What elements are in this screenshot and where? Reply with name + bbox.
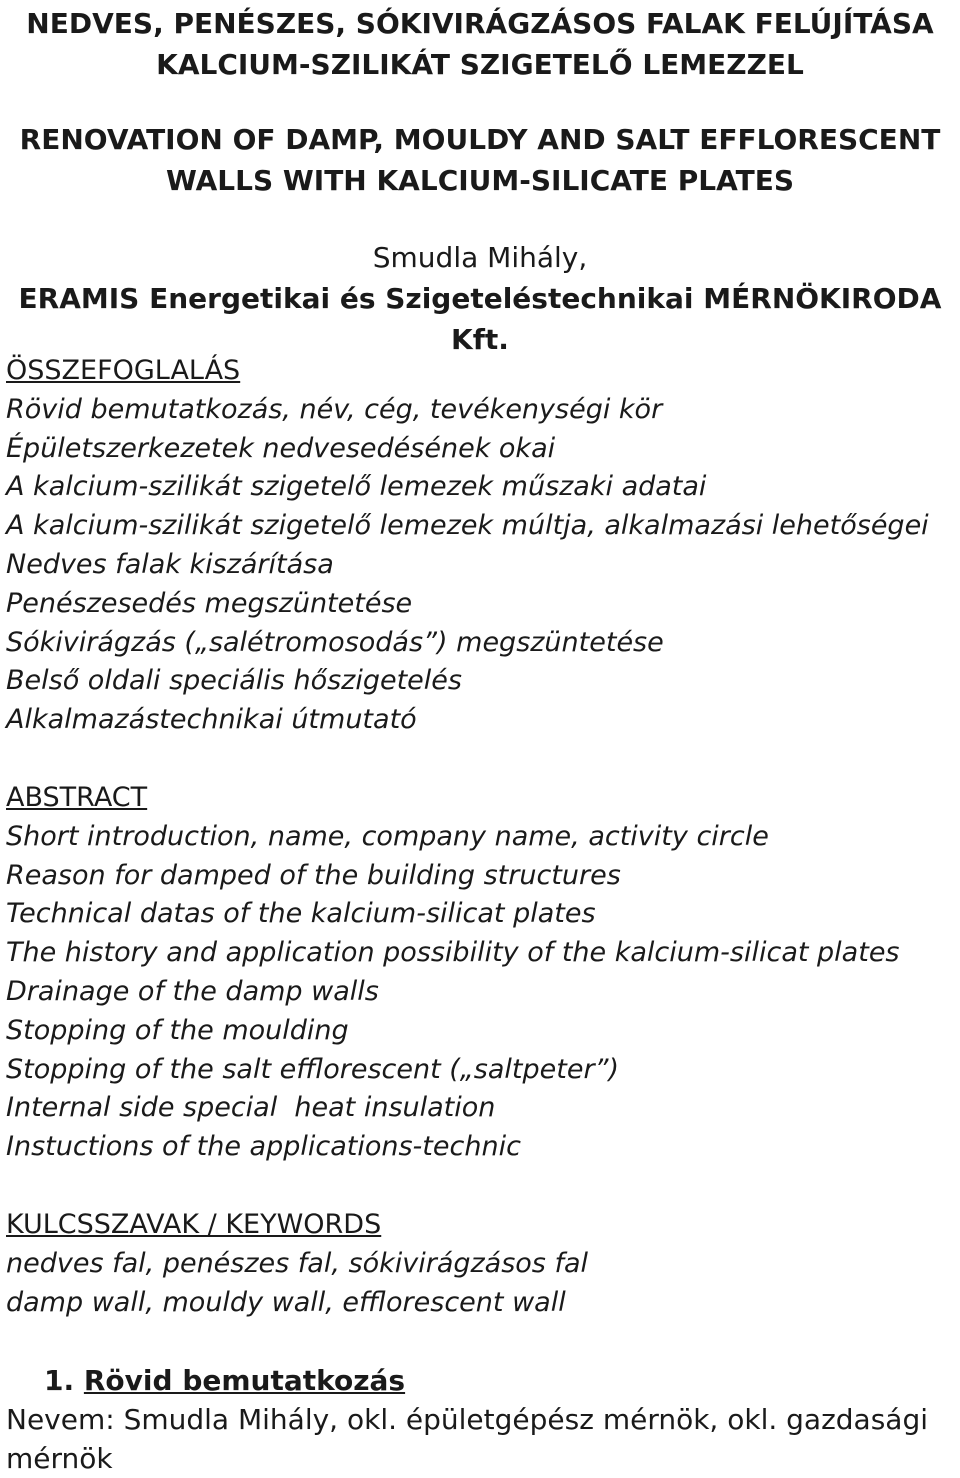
abstract-item: Stopping of the moulding bbox=[6, 1014, 349, 1046]
summary-item: Sókivirágzás („salétromosodás”) megszüntetése bbox=[6, 626, 664, 658]
keyword-line: nedves fal, penészes fal, sókivirágzásos fal bbox=[6, 1247, 589, 1279]
abstract-item: Stopping of the salt efflorescent („saltpeter”) bbox=[6, 1053, 620, 1085]
abstract-item: Reason for damped of the building structures bbox=[6, 859, 621, 891]
abstract-section bbox=[6, 779, 956, 1167]
summary-item: A kalcium-szilikát szigetelő lemezek műszaki adatai bbox=[6, 471, 707, 503]
abstract-heading: ABSTRACT bbox=[6, 782, 148, 813]
intro-section bbox=[6, 1361, 956, 1478]
title-hungarian bbox=[0, 0, 960, 85]
abstract-item: Instuctions of the applications-technic bbox=[6, 1131, 521, 1163]
title-en-line-2: WALLS WITH KALCIUM-SILICATE PLATES bbox=[166, 164, 794, 197]
intro-heading-number: 1. bbox=[44, 1364, 75, 1397]
intro-text-line-2: mérnök bbox=[6, 1442, 113, 1475]
intro-heading bbox=[6, 1361, 956, 1400]
intro-heading-title: Rövid bemutatkozás bbox=[83, 1364, 406, 1397]
summary-section bbox=[6, 352, 956, 740]
summary-item: A kalcium-szilikát szigetelő lemezek múltja, alkalmazási lehetőségei bbox=[6, 510, 929, 542]
abstract-list bbox=[6, 818, 956, 1167]
abstract-item: Short introduction, name, company name, activity circle bbox=[6, 820, 769, 852]
title-en-line-1: RENOVATION OF DAMP, MOULDY AND SALT EFFLORESCENT bbox=[19, 123, 941, 156]
summary-item: Belső oldali speciális hőszigetelés bbox=[6, 665, 462, 697]
intro-text-line-1: Nevem: Smudla Mihály, okl. épületgépész mérnök, okl. gazdasági bbox=[6, 1403, 929, 1436]
summary-list bbox=[6, 391, 956, 740]
title-hu-line-2: KALCIUM-SZILIKÁT SZIGETELŐ LEMEZZEL bbox=[156, 48, 804, 81]
summary-item: Rövid bemutatkozás, név, cég, tevékenységi kör bbox=[6, 393, 663, 425]
keywords-heading: KULCSSZAVAK / KEYWORDS bbox=[6, 1209, 382, 1240]
summary-item: Nedves falak kiszárítása bbox=[6, 548, 334, 580]
author-name: Smudla Mihály, bbox=[372, 241, 588, 274]
keywords-list bbox=[6, 1245, 956, 1323]
summary-item: Penészesedés megszüntetése bbox=[6, 587, 413, 619]
abstract-item: Drainage of the damp walls bbox=[6, 975, 379, 1007]
abstract-item: Internal side special heat insulation bbox=[6, 1092, 496, 1124]
title-hu-line-1: NEDVES, PENÉSZES, SÓKIVIRÁGZÁSOS FALAK FELÚJÍTÁSA bbox=[26, 7, 934, 40]
keywords-section bbox=[6, 1206, 956, 1322]
abstract-item: Technical datas of the kalcium-silicat plates bbox=[6, 898, 596, 930]
author-organization: ERAMIS Energetikai és Szigeteléstechnikai MÉRNÖKIRODA Kft. bbox=[18, 282, 942, 356]
summary-item: Épületszerkezetek nedvesedésének okai bbox=[6, 432, 556, 464]
keyword-line: damp wall, mouldy wall, efflorescent wall bbox=[6, 1286, 566, 1318]
abstract-item: The history and application possibility of the kalcium-silicat plates bbox=[6, 937, 900, 969]
title-english bbox=[0, 119, 960, 201]
summary-item: Alkalmazástechnikai útmutató bbox=[6, 704, 417, 736]
summary-heading: ÖSSZEFOGLALÁS bbox=[6, 355, 241, 386]
author-block bbox=[0, 237, 960, 360]
